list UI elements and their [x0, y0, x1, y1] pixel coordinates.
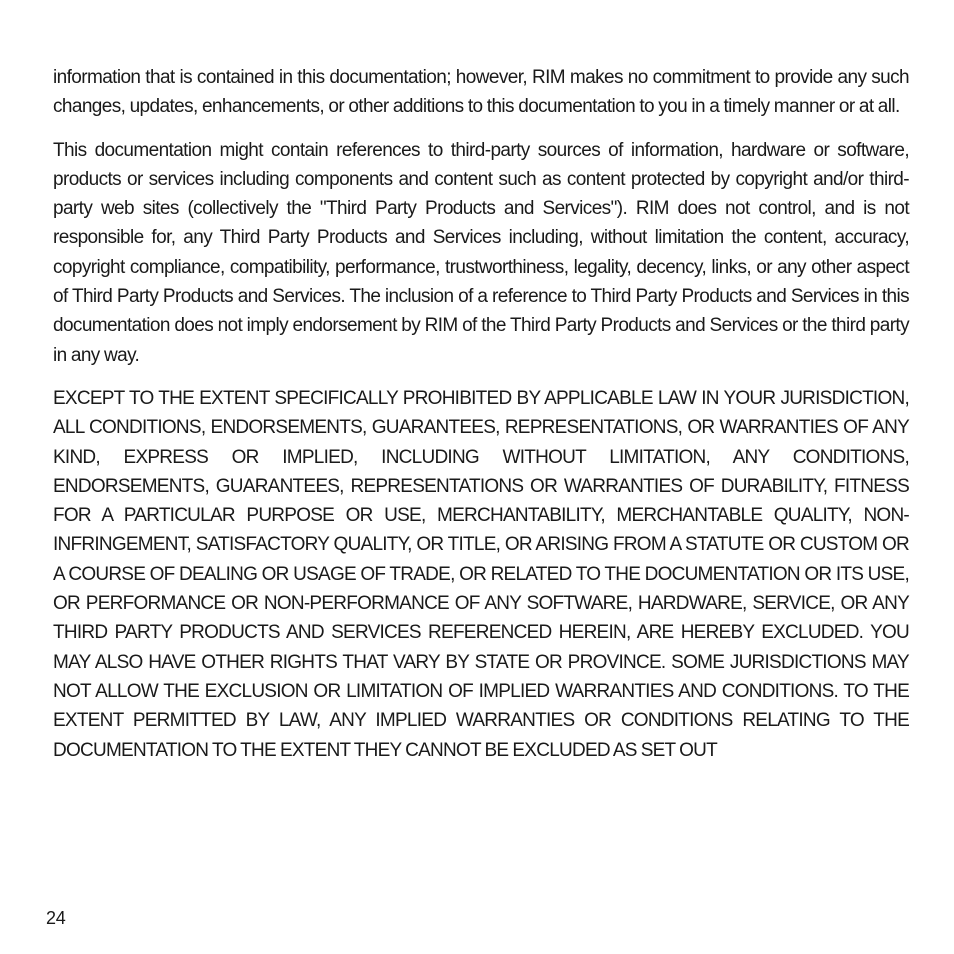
page-number: 24: [46, 908, 66, 928]
paragraph-warranty-disclaimer: EXCEPT TO THE EXTENT SPECIFICALLY PROHIBITED BY APPLICABLE LAW IN YOUR JURISDICTION, ALL CONDITIONS, ENDORSEMENTS, GUARANTEES, REPRESENTATIONS, OR WARRANTIES OF ANY KIND, EXPRESS OR IMPLIED, INCLUDING WITHOUT LIMITATION, ANY CONDITIONS, ENDORSEMENTS, GUARANTEES, REPRESENTATIONS OR WARRANTIES OF DURABILITY, FITNESS FOR A PARTICULAR PURPOSE OR USE, MERCHANTABILITY, MERCHANTABLE QUALITY, NON-INFRINGEMENT, SATISFACTORY QUALITY, OR TITLE, OR ARISING FROM A STATUTE OR CUSTOM OR A COURSE OF DEALING OR USAGE OF TRADE, OR RELATED TO THE DOCUMENTATION OR ITS USE, OR PERFORMANCE OR NON-PERFORMANCE OF ANY SOFTWARE, HARDWARE, SERVICE, OR ANY THIRD PARTY PRODUCTS AND SERVICES REFERENCED HEREIN, ARE HEREBY EXCLUDED. YOU MAY ALSO HAVE OTHER RIGHTS THAT VARY BY STATE OR PROVINCE. SOME JURISDICTIONS MAY NOT ALLOW THE EXCLUSION OR LIMITATION OF IMPLIED WARRANTIES AND CONDITIONS. TO THE EXTENT PERMITTED BY LAW, ANY IMPLIED WARRANTIES OR CONDITIONS RELATING TO THE DOCUMENTATION TO THE EXTENT THEY CANNOT BE EXCLUDED AS SET OUT: [53, 387, 909, 761]
document-body: [53, 63, 909, 779]
paragraph-rim-commitment: information that is contained in this documentation; however, RIM makes no commitment to provide any such changes, updates, enhancements, or other additions to this documentation to you in a timely manner or at all.: [53, 67, 909, 118]
paragraph-third-party-references: This documentation might contain references to third-party sources of information, hardware or software, products or services including components and content such as content protected by copyright and/or third-party web sites (collectively the "Third Party Products and Services"). RIM does not control, and is not responsible for, any Third Party Products and Services including, without limitation the content, accuracy, copyright compliance, compatibility, performance, trustworthiness, legality, decency, links, or any other aspect of Third Party Products and Services. The inclusion of a reference to Third Party Products and Services in this documentation does not imply endorsement by RIM of the Third Party Products and Services or the third party in any way.: [53, 139, 909, 366]
